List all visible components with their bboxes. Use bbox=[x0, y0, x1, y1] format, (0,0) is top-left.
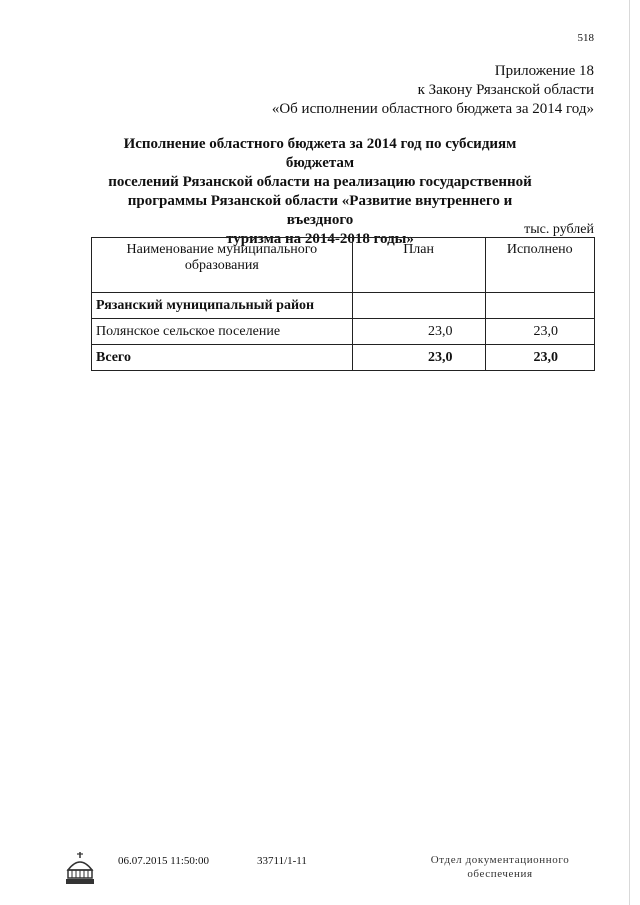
header-name: Наименование муниципального образования bbox=[92, 238, 353, 293]
row-name: Рязанский муниципальный район bbox=[92, 293, 353, 319]
row-executed: 23,0 bbox=[485, 345, 594, 371]
footer-dept-line-2: обеспечения bbox=[467, 868, 533, 880]
title-line-1: Исполнение областного бюджета за 2014 год по субсидиям бюджетам bbox=[123, 136, 517, 171]
title-line-2: поселений Рязанской области на реализацию государственной bbox=[108, 174, 532, 190]
duma-logo-icon bbox=[60, 848, 100, 888]
footer-department bbox=[420, 853, 580, 881]
table-row-total bbox=[92, 345, 595, 371]
footer-code: 33711/1-11 bbox=[257, 855, 307, 867]
row-plan bbox=[352, 293, 485, 319]
page-edge-line bbox=[629, 0, 630, 905]
footer-datetime: 06.07.2015 11:50:00 bbox=[118, 855, 209, 867]
appendix-line-3: «Об исполнении областного бюджета за 2014 год» bbox=[271, 101, 594, 117]
table-row bbox=[92, 319, 595, 345]
title-line-3: программы Рязанской области «Развитие внутреннего и въездного bbox=[127, 193, 513, 228]
title-line-4: туризма на 2014-2018 годы» bbox=[226, 231, 414, 247]
units-label: тыс. рублей bbox=[524, 222, 594, 237]
table-header-row bbox=[92, 238, 595, 293]
appendix-line-1: Приложение 18 bbox=[494, 63, 594, 79]
row-name: Всего bbox=[92, 345, 353, 371]
header-plan: План bbox=[352, 238, 485, 293]
header-executed: Исполнено bbox=[485, 238, 594, 293]
budget-table bbox=[91, 237, 595, 371]
appendix-line-2: к Закону Рязанской области bbox=[417, 82, 594, 98]
document-title bbox=[100, 135, 540, 249]
row-executed: 23,0 bbox=[485, 319, 594, 345]
row-plan: 23,0 bbox=[352, 345, 485, 371]
appendix-header bbox=[272, 62, 594, 119]
table-row bbox=[92, 293, 595, 319]
page-number: 518 bbox=[577, 32, 594, 44]
row-plan: 23,0 bbox=[352, 319, 485, 345]
footer-dept-line-1: Отдел документационного bbox=[430, 854, 570, 866]
row-name: Полянское сельское поселение bbox=[92, 319, 353, 345]
row-executed bbox=[485, 293, 594, 319]
